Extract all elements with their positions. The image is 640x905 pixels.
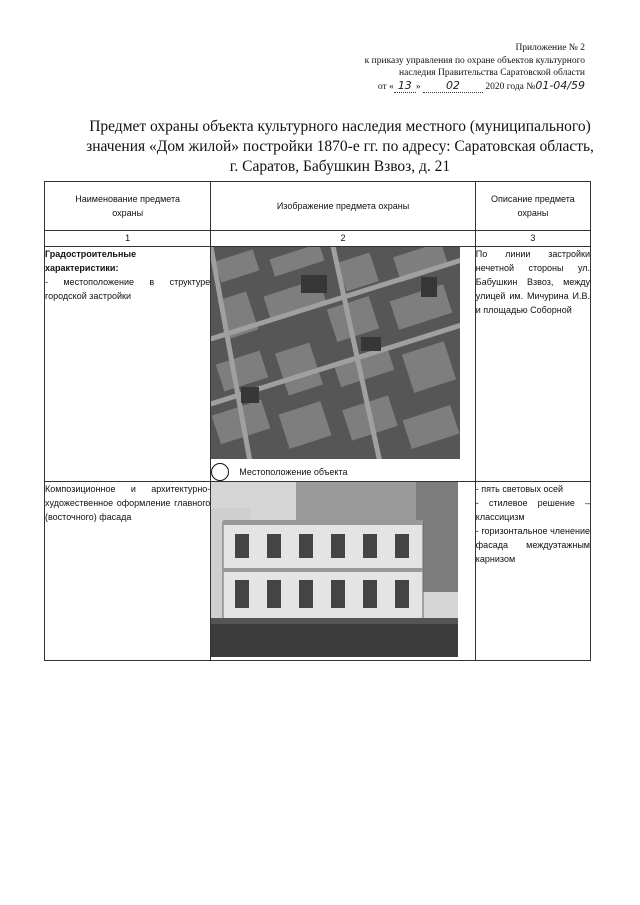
appendix-line-3: наследия Правительства Саратовской области <box>399 68 585 78</box>
table-header-row <box>45 182 591 231</box>
title-line-1: Предмет охраны объекта культурного наследия местного (муниципального) <box>89 118 591 135</box>
row-1-image <box>211 247 475 482</box>
title-line-2: значения «Дом жилой» постройки 1870-е гг. по адресу: Саратовская область, <box>86 138 594 155</box>
legend-text: Местоположение объекта <box>239 467 348 477</box>
map-legend <box>211 463 474 481</box>
row-2-description <box>475 482 590 661</box>
description-item: - стилевое решение – классицизм <box>475 498 590 522</box>
description-item: - горизонтальное членение фасада междуэтажным карнизом <box>475 526 590 564</box>
row-1-description: По линии застройки нечетной стороны ул. Бабушкин Взвоз, между улицей им. Мичурина И.В. и площадью Соборной <box>475 247 590 482</box>
appendix-line-2: к приказу управления по охране объектов культурного <box>364 55 585 66</box>
date-prefix: от « <box>377 81 394 92</box>
appendix-line-1: Приложение № 2 <box>515 43 585 53</box>
column-number-2: 2 <box>211 231 475 247</box>
column-number-1: 1 <box>45 231 211 247</box>
order-number: 01-04/59 <box>535 78 585 92</box>
row-1-name-title: Градостроительные характеристики: <box>45 249 137 273</box>
row-1-name-text: - местоположение в структуре городской застройки <box>45 277 211 301</box>
header-image: Изображение предмета охраны <box>211 182 475 231</box>
date-month: 02 <box>423 80 483 94</box>
row-1-name <box>45 247 211 482</box>
row-2-name: Композиционное и архитектурно-художественное оформление главного (восточного) фасада <box>45 482 211 661</box>
protection-table <box>44 181 591 661</box>
description-item: - пять световых осей <box>475 484 564 494</box>
column-number-3: 3 <box>475 231 590 247</box>
date-day: 13 <box>394 80 416 94</box>
row-2-image <box>211 482 475 661</box>
appendix-date-line <box>285 80 585 94</box>
appendix-block <box>285 42 585 93</box>
table-row <box>45 247 591 482</box>
header-description: Описание предмета охраны <box>475 182 590 231</box>
location-circle-icon <box>211 463 229 481</box>
date-mid: » <box>415 81 421 92</box>
year-text: 2020 года № <box>485 81 536 92</box>
facade-photo <box>211 482 458 657</box>
header-name: Наименование предмета охраны <box>45 182 211 231</box>
document-title <box>60 117 620 177</box>
table-row <box>45 482 591 661</box>
table-number-row <box>45 231 591 247</box>
title-line-3: г. Саратов, Бабушкин Взвоз, д. 21 <box>229 158 451 175</box>
aerial-map-image <box>211 247 460 459</box>
